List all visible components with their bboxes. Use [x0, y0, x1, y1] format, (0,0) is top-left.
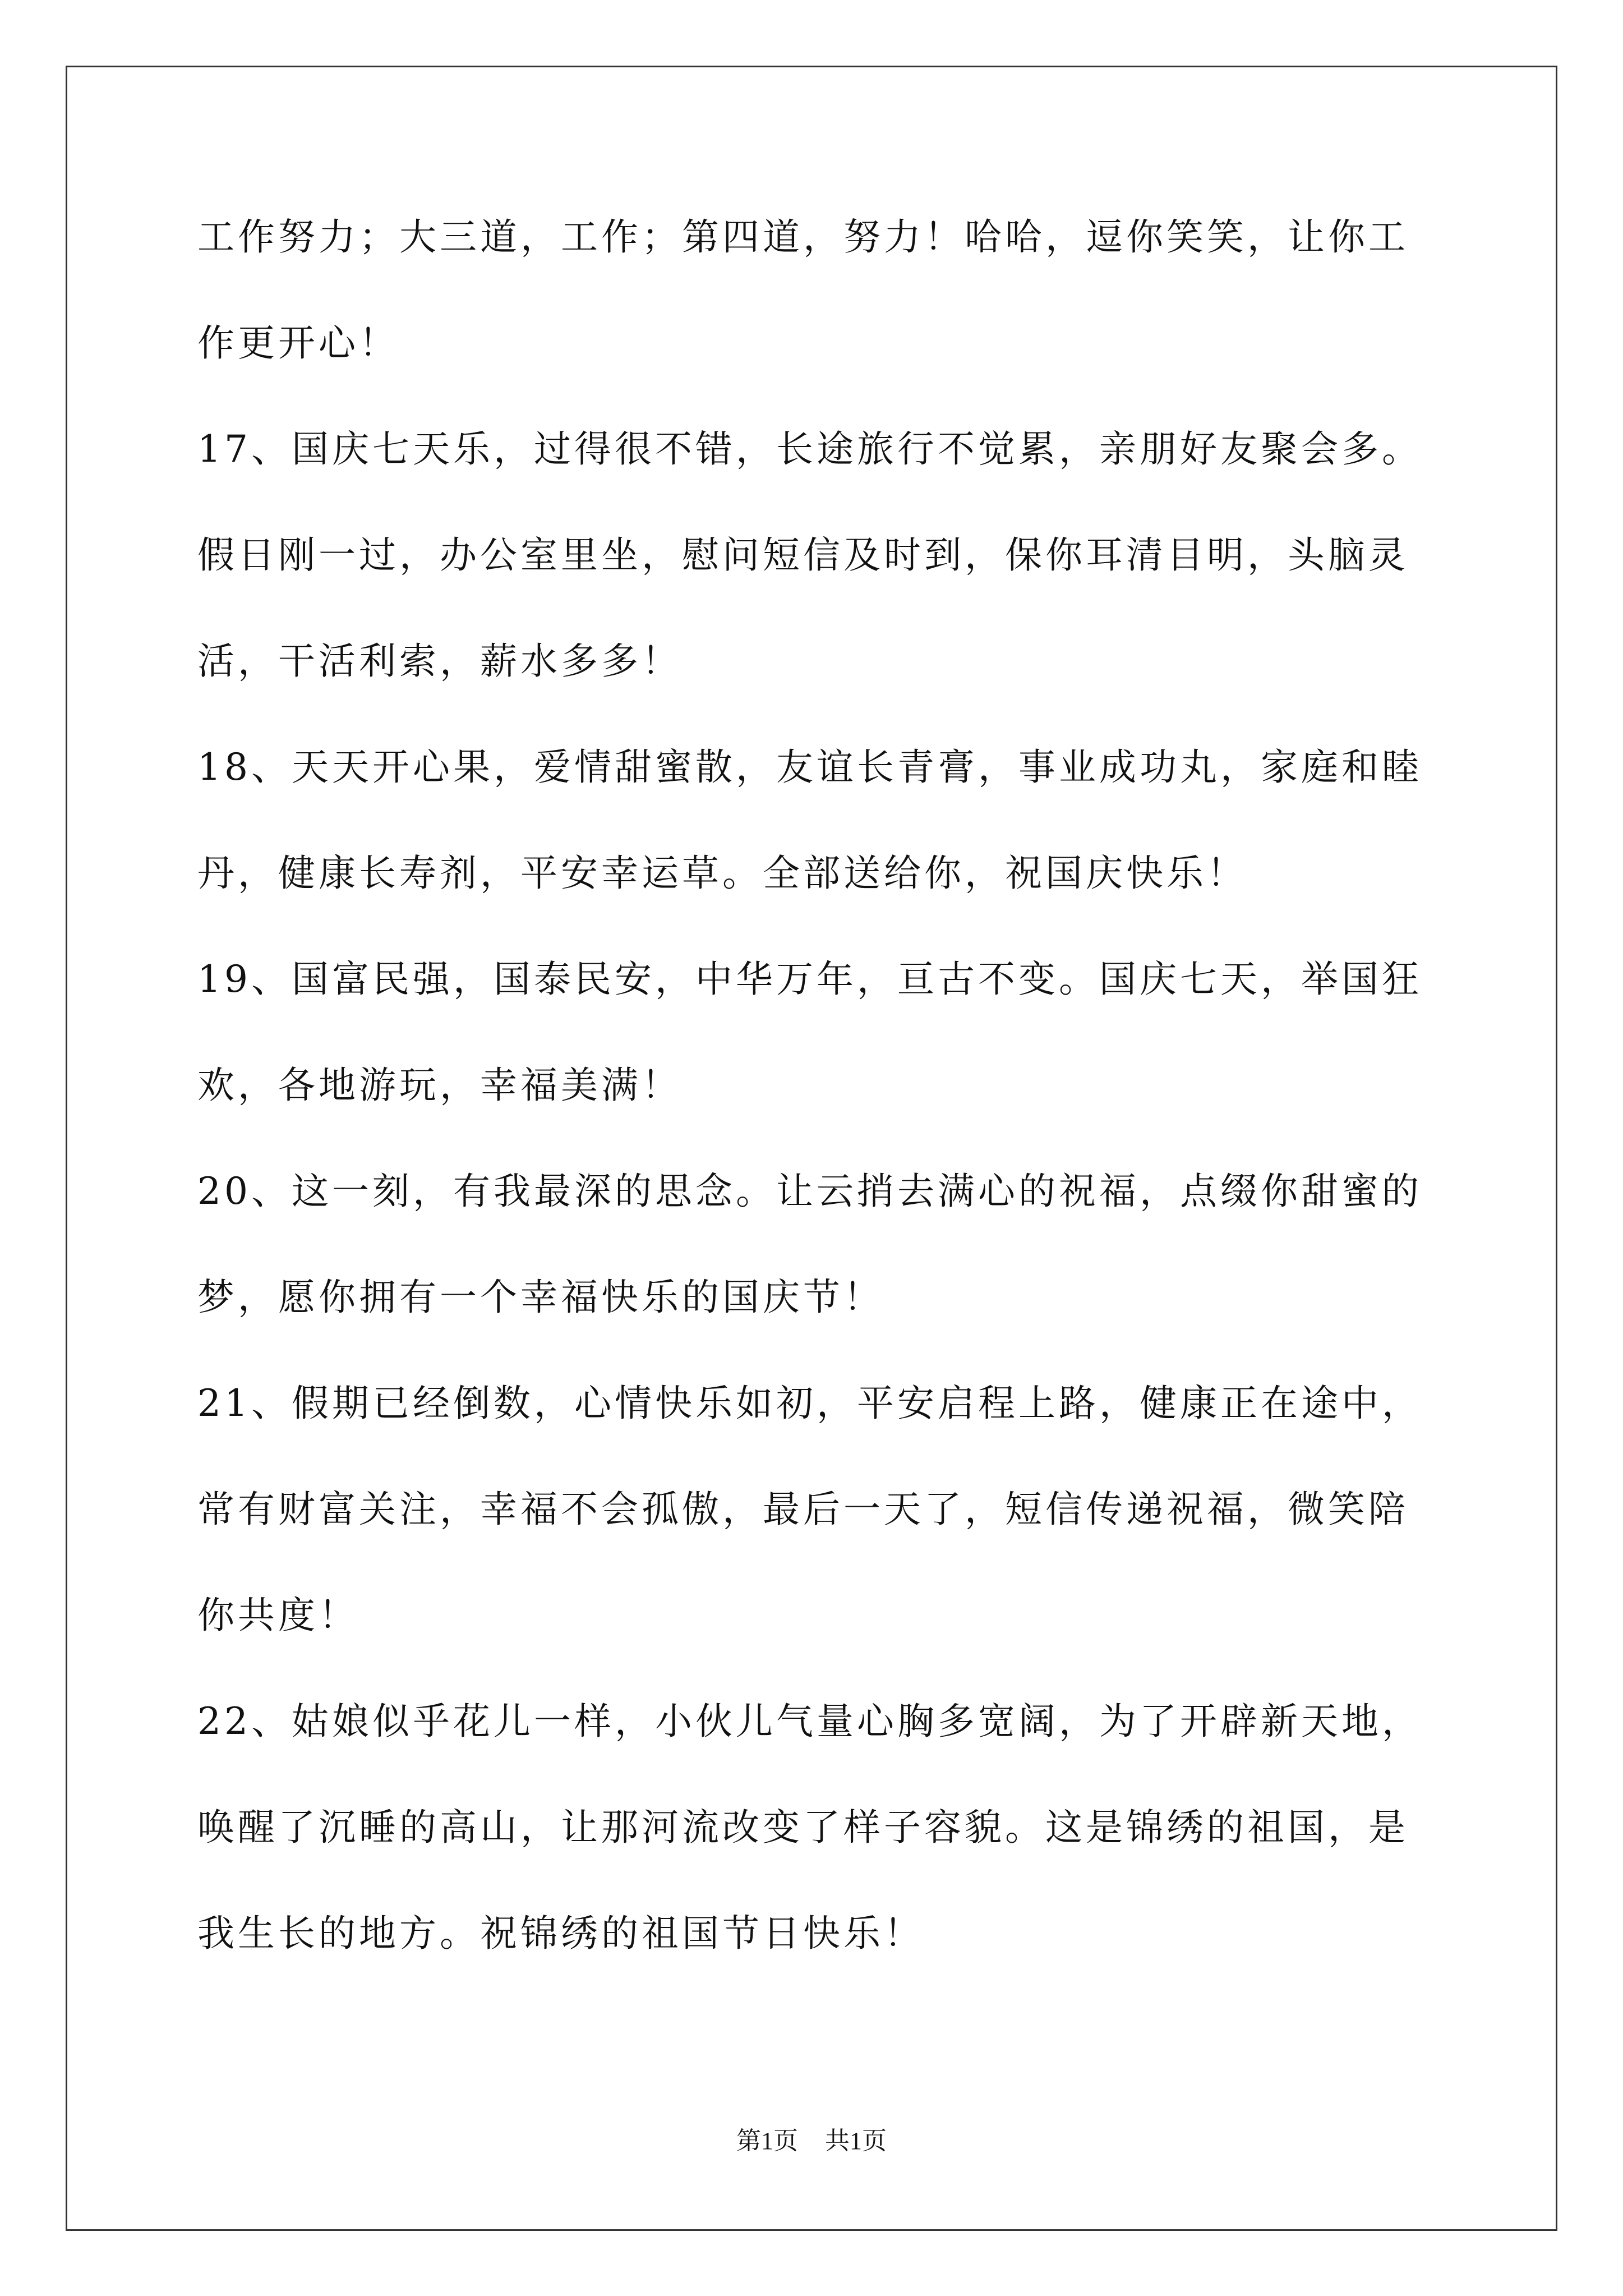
- text-line: 我生长的地方。祝锦绣的祖国节日快乐！: [197, 1914, 924, 1955]
- text-line: 17、国庆七天乐，过得很不错，长途旅行不觉累，亲朋好友聚会多。: [197, 430, 1422, 471]
- page-number-total: 共1页: [825, 2127, 887, 2155]
- page-footer: [0, 2127, 1623, 2155]
- text-line: 欢，各地游玩，幸福美满！: [197, 1066, 682, 1107]
- text-line: 假日刚一过，办公室里坐，慰问短信及时到，保你耳清目明，头脑灵: [197, 536, 1409, 577]
- text-line: 22、姑娘似乎花儿一样，小伙儿气量心胸多宽阔，为了开辟新天地，: [197, 1702, 1422, 1743]
- text-line: 丹，健康长寿剂，平安幸运草。全部送给你，祝国庆快乐！: [197, 854, 1247, 895]
- text-line: 21、假期已经倒数，心情快乐如初，平安启程上路，健康正在途中，: [197, 1384, 1422, 1425]
- page-number-current: 第1页: [736, 2127, 798, 2155]
- text-line: 唤醒了沉睡的高山，让那河流改变了样子容貌。这是锦绣的祖国，是: [197, 1808, 1409, 1849]
- text-line: 你共度！: [197, 1596, 359, 1637]
- text-line: 活，干活利索，薪水多多！: [197, 642, 682, 683]
- text-line: 作更开心！: [197, 324, 399, 365]
- text-line: 梦，愿你拥有一个幸福快乐的国庆节！: [197, 1278, 884, 1319]
- text-line: 20、这一刻，有我最深的思念。让云捎去满心的祝福，点缀你甜蜜的: [197, 1172, 1422, 1213]
- text-line: 18、天天开心果，爱情甜蜜散，友谊长青膏，事业成功丸，家庭和睦: [197, 748, 1422, 789]
- document-body: [197, 218, 1431, 2020]
- text-line: 19、国富民强，国泰民安，中华万年，亘古不变。国庆七天，举国狂: [197, 960, 1422, 1001]
- text-line: 工作努力；大三道，工作；第四道，努力！哈哈，逗你笑笑，让你工: [197, 218, 1409, 259]
- text-line: 常有财富关注，幸福不会孤傲，最后一天了，短信传递祝福，微笑陪: [197, 1490, 1409, 1531]
